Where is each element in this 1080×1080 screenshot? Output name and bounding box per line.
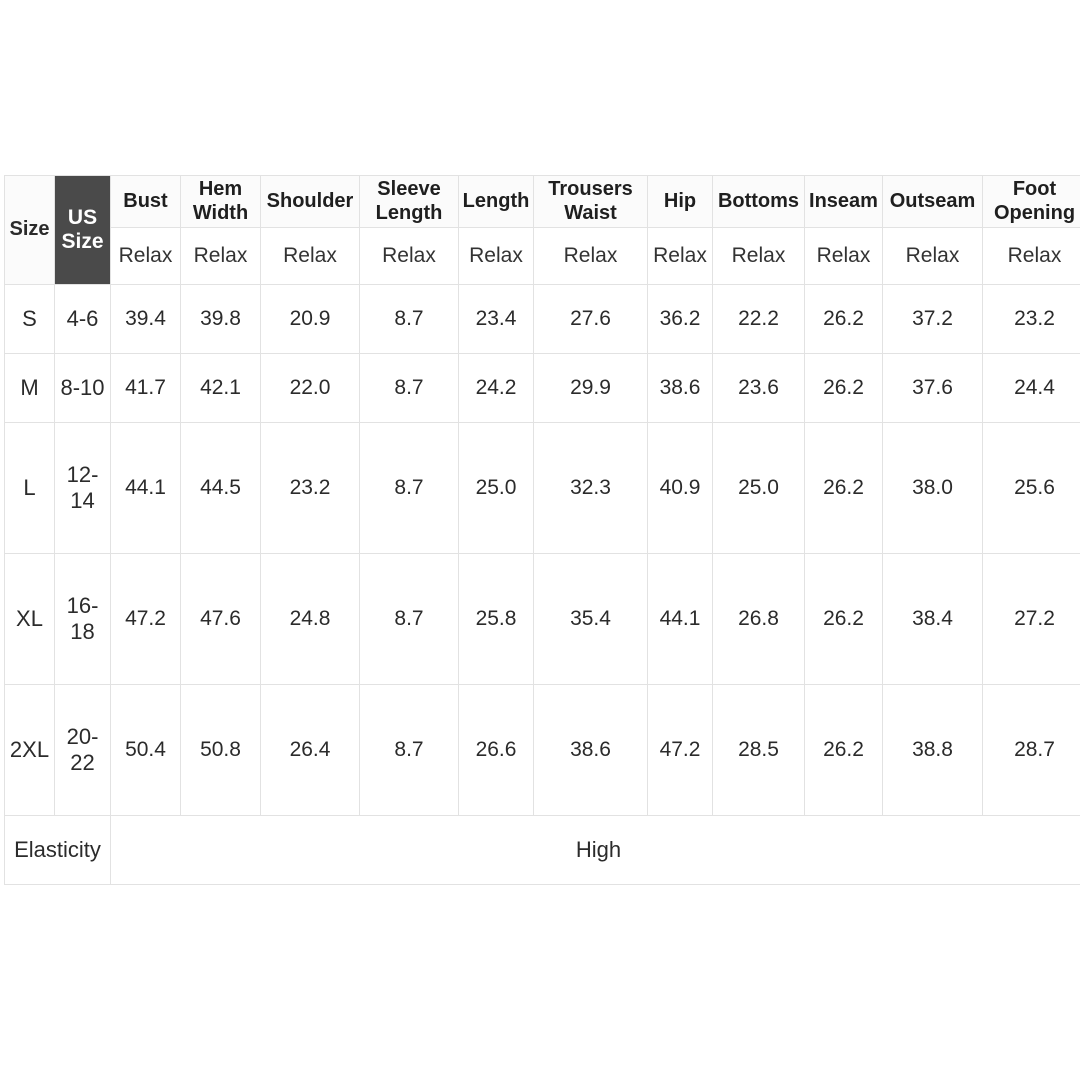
cell-us-size [55, 685, 111, 816]
cell-shoulder: 26.4 [261, 685, 360, 816]
cell-outseam: 38.8 [883, 685, 983, 816]
cell-bust: 39.4 [111, 285, 181, 354]
cell-foot-opening: 23.2 [983, 285, 1080, 354]
cell-bottoms: 25.0 [713, 423, 805, 554]
cell-trousers-waist: 27.6 [534, 285, 648, 354]
header-sleeve-length [360, 176, 459, 228]
cell-length: 24.2 [459, 354, 534, 423]
cell-bust: 47.2 [111, 554, 181, 685]
cell-sleeve-length: 8.7 [360, 685, 459, 816]
cell-inseam: 26.2 [805, 554, 883, 685]
cell-hem-width: 39.8 [181, 285, 261, 354]
cell-us-size-line2: 14 [70, 488, 95, 514]
cell-outseam: 37.2 [883, 285, 983, 354]
header-bottoms: Bottoms [713, 176, 805, 228]
cell-us-size-line1: 12- [66, 462, 99, 488]
cell-bust: 50.4 [111, 685, 181, 816]
cell-length: 25.8 [459, 554, 534, 685]
cell-us-size: 8-10 [55, 354, 111, 423]
elasticity-value: High [111, 816, 1080, 885]
header-shoulder: Shoulder [261, 176, 360, 228]
cell-hem-width: 44.5 [181, 423, 261, 554]
unit-row [5, 228, 1080, 285]
table-row [5, 354, 1080, 423]
cell-us-size [55, 554, 111, 685]
cell-sleeve-length: 8.7 [360, 554, 459, 685]
header-sleeve-length-line1: Sleeve [377, 178, 441, 200]
cell-hip: 44.1 [648, 554, 713, 685]
cell-inseam: 26.2 [805, 423, 883, 554]
cell-inseam: 26.2 [805, 354, 883, 423]
elasticity-label: Elasticity [5, 816, 111, 885]
cell-bottoms: 26.8 [713, 554, 805, 685]
cell-trousers-waist: 29.9 [534, 354, 648, 423]
cell-bust: 41.7 [111, 354, 181, 423]
header-row [5, 176, 1080, 228]
table-row [5, 423, 1080, 554]
cell-length: 23.4 [459, 285, 534, 354]
unit-inseam: Relax [805, 228, 883, 285]
header-us-size-line2: Size [61, 230, 104, 254]
cell-outseam: 37.6 [883, 354, 983, 423]
cell-foot-opening: 24.4 [983, 354, 1080, 423]
cell-shoulder: 22.0 [261, 354, 360, 423]
cell-hem-width: 47.6 [181, 554, 261, 685]
cell-foot-opening: 27.2 [983, 554, 1080, 685]
cell-trousers-waist: 32.3 [534, 423, 648, 554]
cell-us-size: 4-6 [55, 285, 111, 354]
unit-shoulder: Relax [261, 228, 360, 285]
size-chart-container [4, 175, 1076, 885]
header-hem-width [181, 176, 261, 228]
table-header [5, 176, 1080, 285]
cell-hem-width: 50.8 [181, 685, 261, 816]
cell-size: S [5, 285, 55, 354]
cell-us-size-line2: 22 [70, 750, 95, 776]
table-row [5, 554, 1080, 685]
cell-trousers-waist: 35.4 [534, 554, 648, 685]
header-foot-opening [983, 176, 1080, 228]
cell-outseam: 38.0 [883, 423, 983, 554]
header-us-size [55, 176, 111, 285]
cell-bottoms: 28.5 [713, 685, 805, 816]
cell-us-size-line1: 16- [66, 593, 99, 619]
unit-trousers-waist: Relax [534, 228, 648, 285]
size-chart-table [4, 175, 1080, 885]
unit-bust: Relax [111, 228, 181, 285]
cell-size: 2XL [5, 685, 55, 816]
cell-length: 25.0 [459, 423, 534, 554]
unit-sleeve-length: Relax [360, 228, 459, 285]
unit-hip: Relax [648, 228, 713, 285]
cell-bottoms: 23.6 [713, 354, 805, 423]
cell-outseam: 38.4 [883, 554, 983, 685]
cell-sleeve-length: 8.7 [360, 423, 459, 554]
cell-trousers-waist: 38.6 [534, 685, 648, 816]
header-hem-width-line2: Width [192, 201, 249, 224]
cell-size: L [5, 423, 55, 554]
cell-length: 26.6 [459, 685, 534, 816]
table-body [5, 285, 1080, 885]
cell-hip: 47.2 [648, 685, 713, 816]
cell-foot-opening: 25.6 [983, 423, 1080, 554]
elasticity-row [5, 816, 1080, 885]
cell-shoulder: 20.9 [261, 285, 360, 354]
table-row [5, 285, 1080, 354]
table-row [5, 685, 1080, 816]
cell-foot-opening: 28.7 [983, 685, 1080, 816]
header-size: Size [5, 176, 55, 285]
unit-outseam: Relax [883, 228, 983, 285]
cell-sleeve-length: 8.7 [360, 285, 459, 354]
cell-shoulder: 24.8 [261, 554, 360, 685]
cell-hip: 38.6 [648, 354, 713, 423]
header-trousers-waist [534, 176, 648, 228]
cell-hem-width: 42.1 [181, 354, 261, 423]
cell-hip: 36.2 [648, 285, 713, 354]
header-bust: Bust [111, 176, 181, 228]
header-foot-opening-line1: Foot [1012, 178, 1057, 200]
cell-us-size-line2: 18 [70, 619, 95, 645]
unit-length: Relax [459, 228, 534, 285]
header-sleeve-length-line2: Length [375, 201, 443, 224]
cell-bust: 44.1 [111, 423, 181, 554]
cell-shoulder: 23.2 [261, 423, 360, 554]
cell-size: XL [5, 554, 55, 685]
header-us-size-line1: US [67, 205, 98, 229]
header-trousers-waist-line2: Waist [564, 201, 617, 224]
unit-hem-width: Relax [181, 228, 261, 285]
cell-inseam: 26.2 [805, 685, 883, 816]
cell-bottoms: 22.2 [713, 285, 805, 354]
cell-size: M [5, 354, 55, 423]
header-hip: Hip [648, 176, 713, 228]
header-trousers-waist-line1: Trousers [548, 178, 633, 200]
header-length: Length [459, 176, 534, 228]
cell-hip: 40.9 [648, 423, 713, 554]
cell-us-size-line1: 20- [66, 724, 99, 750]
cell-sleeve-length: 8.7 [360, 354, 459, 423]
cell-us-size [55, 423, 111, 554]
unit-bottoms: Relax [713, 228, 805, 285]
cell-inseam: 26.2 [805, 285, 883, 354]
header-foot-opening-line2: Opening [993, 201, 1076, 224]
header-hem-width-line1: Hem [198, 178, 243, 200]
header-outseam: Outseam [883, 176, 983, 228]
unit-foot-opening: Relax [983, 228, 1080, 285]
header-inseam: Inseam [805, 176, 883, 228]
